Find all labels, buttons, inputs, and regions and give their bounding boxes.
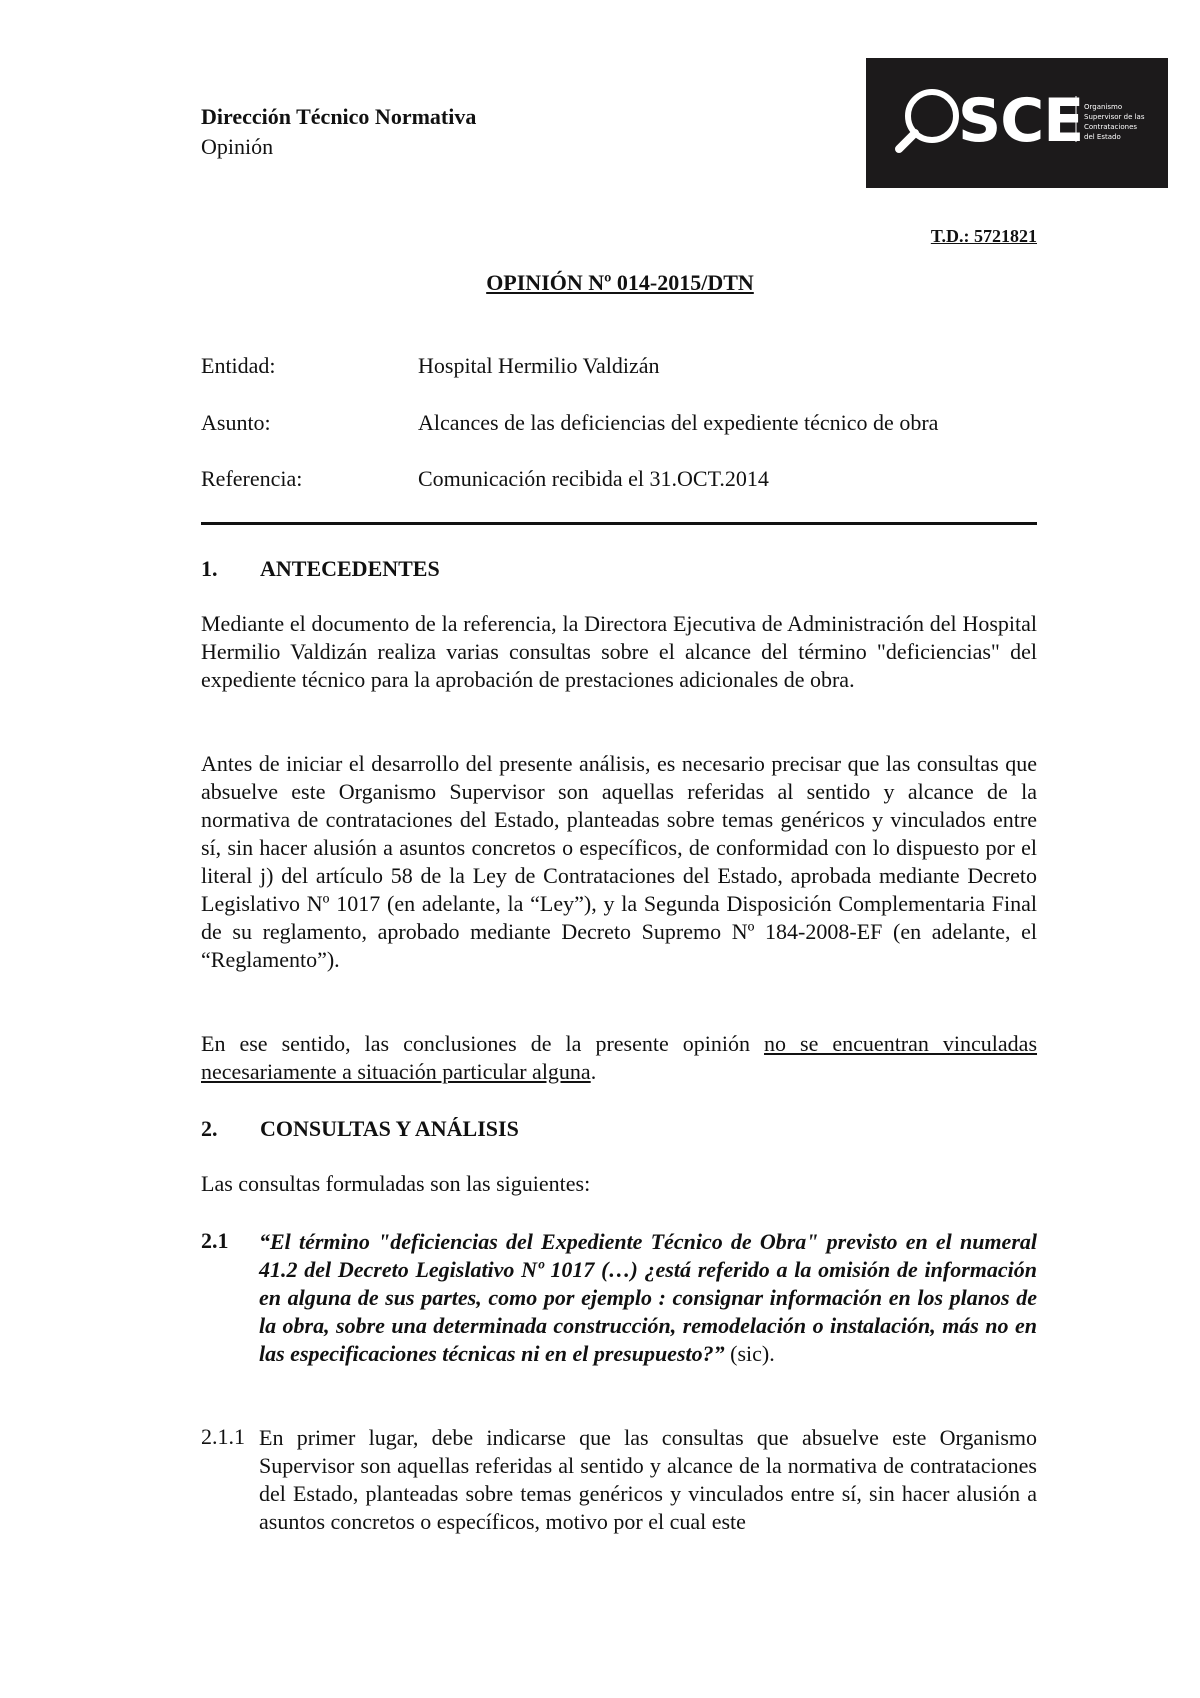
logo-wordmark: SCE — [958, 86, 1084, 156]
answer-text: En primer lugar, debe indicarse que las consultas que absuelve este Organismo Supervisor son aquellas referidas al sentido y alcance de la normativa de contrataciones del Estado, planteadas sobre temas genéricos y vinculados entre sí, sin hacer alusión a asuntos concretos o específicos, motivo por el cual este — [259, 1425, 1037, 1534]
tramite-number: T.D.: 5721821 — [930, 226, 1037, 246]
meta-value: Alcances de las deficiencias del expediente técnico de obra — [418, 410, 939, 435]
divider — [201, 522, 1037, 525]
meta-label: Asunto: — [201, 410, 271, 435]
document-type: Opinión — [201, 134, 274, 159]
document-page: Dirección Técnico Normativa Opinión SCE Organismo Supervisor de las Contrataciones del Estado T.D.: 5721821 OPINIÓN Nº 014-2015/DTN Entidad: Hospital Hermilio Valdizán Asunto: Alcances de las deficiencias del expediente técnico de obra Referencia: Comunicación recibida el 31.OCT.2014 1. ANTECEDENTES Mediante el documento de la referencia, la Directora Ejecutiva de Administración del Hospital Hermilio Valdizán realiza varias consultas sobre el alcance del término "deficiencias" del expediente técnico para la aprobación de prestaciones adicionales de obra. Antes de iniciar el desarrollo del presente análisis, es necesario precisar que las consultas que absuelve este Organismo Supervisor son aquellas referidas al sentido y alcance de la normativa de contrataciones del Estado, planteadas sobre temas genéricos y vinculados entre sí, sin hacer alusión a asuntos concretos o específicos, de conformidad con lo dispuesto por el literal j) del artículo 58 de la Ley de Contrataciones del Estado, aprobada mediante Decreto Legislativo Nº 1017 (en adelante, la “Ley”), y la Segunda Disposición Complementaria Final de su reglamento, aprobado mediante Decreto Supremo Nº 184-2008-EF (en adelante, el “Reglamento”). En ese sentido, las conclusiones de la presente opinión no se encuentran vinculadas necesariamente a situación particular alguna. 2. CONSULTAS Y ANÁLISIS Las consultas formuladas son las siguientes: 2.1 “El término "deficiencias del Expediente Técnico de Obra" previsto en el numeral 41.2 del Decreto Legislativo Nº 1017 (…) ¿está referido a la omisión de información en alguna de sus partes, como por ejemplo : consignar información en los planos de la obra, sobre una determinada construcción, remodelación o instalación, más no en las especificaciones técnicas ni en el presupuesto?” (sic). 2.1.1 En primer lugar, debe indicarse que las consultas que absuelve este Organismo Supervisor son aquellas referidas al sentido y alcance de la normativa de contrataciones del Estado, planteadas sobre temas genéricos y vinculados entre sí, sin hacer alusión a asuntos concretos o específicos, motivo por el cual este — [0, 0, 1200, 1698]
meta-value: Comunicación recibida el 31.OCT.2014 — [418, 466, 769, 491]
meta-label: Referencia: — [201, 466, 303, 491]
paragraph: Las consultas formuladas son las siguientes: — [201, 1171, 591, 1196]
paragraph: Mediante el documento de la referencia, la Directora Ejecutiva de Administración del Hospital Hermilio Valdizán realiza varias consultas sobre el alcance del término "deficiencias" del expediente técnico para la aprobación de prestaciones adicionales de obra. — [201, 611, 1037, 692]
meta-value: Hospital Hermilio Valdizán — [418, 353, 660, 378]
answer-number: 2.1.1 — [201, 1424, 245, 1449]
meta-label: Entidad: — [201, 353, 276, 378]
paragraph: En ese sentido, las conclusiones de la presente opinión no se encuentran vinculadas necesariamente a situación particular alguna. — [201, 1031, 1038, 1084]
question-text: “El término "deficiencias del Expediente Técnico de Obra" previsto en el numeral 41.2 del Decreto Legislativo Nº 1017 (…) ¿está referido a la omisión de información en alguna de sus partes, como por ejemplo : consignar información en los planos de la obra, sobre una determinada construcción, remodelación o instalación, más no en las especificaciones técnicas ni en el presupuesto?” (sic). — [259, 1229, 1037, 1366]
logo-tagline: Organismo Supervisor de las Contrataciones del Estado — [1084, 103, 1145, 141]
paragraph: Antes de iniciar el desarrollo del presente análisis, es necesario precisar que las consultas que absuelve este Organismo Supervisor son aquellas referidas al sentido y alcance de la normativa de contrataciones del Estado, planteadas sobre temas genéricos y vinculados entre sí, sin hacer alusión a asuntos concretos o específicos, de conformidad con lo dispuesto por el literal j) del artículo 58 de la Ley de Contrataciones del Estado, aprobada mediante Decreto Legislativo Nº 1017 (en adelante, la “Ley”), y la Segunda Disposición Complementaria Final de su reglamento, aprobado mediante Decreto Supremo Nº 184-2008-EF (en adelante, el “Reglamento”). — [201, 751, 1037, 972]
department-name: Dirección Técnico Normativa — [201, 104, 477, 129]
page-title: OPINIÓN Nº 014-2015/DTN — [486, 270, 754, 295]
underlined-text: no se encuentran vinculadas necesariamente a situación particular alguna — [201, 1031, 1038, 1084]
question-number: 2.1 — [201, 1228, 229, 1253]
osce-logo — [866, 58, 1168, 188]
